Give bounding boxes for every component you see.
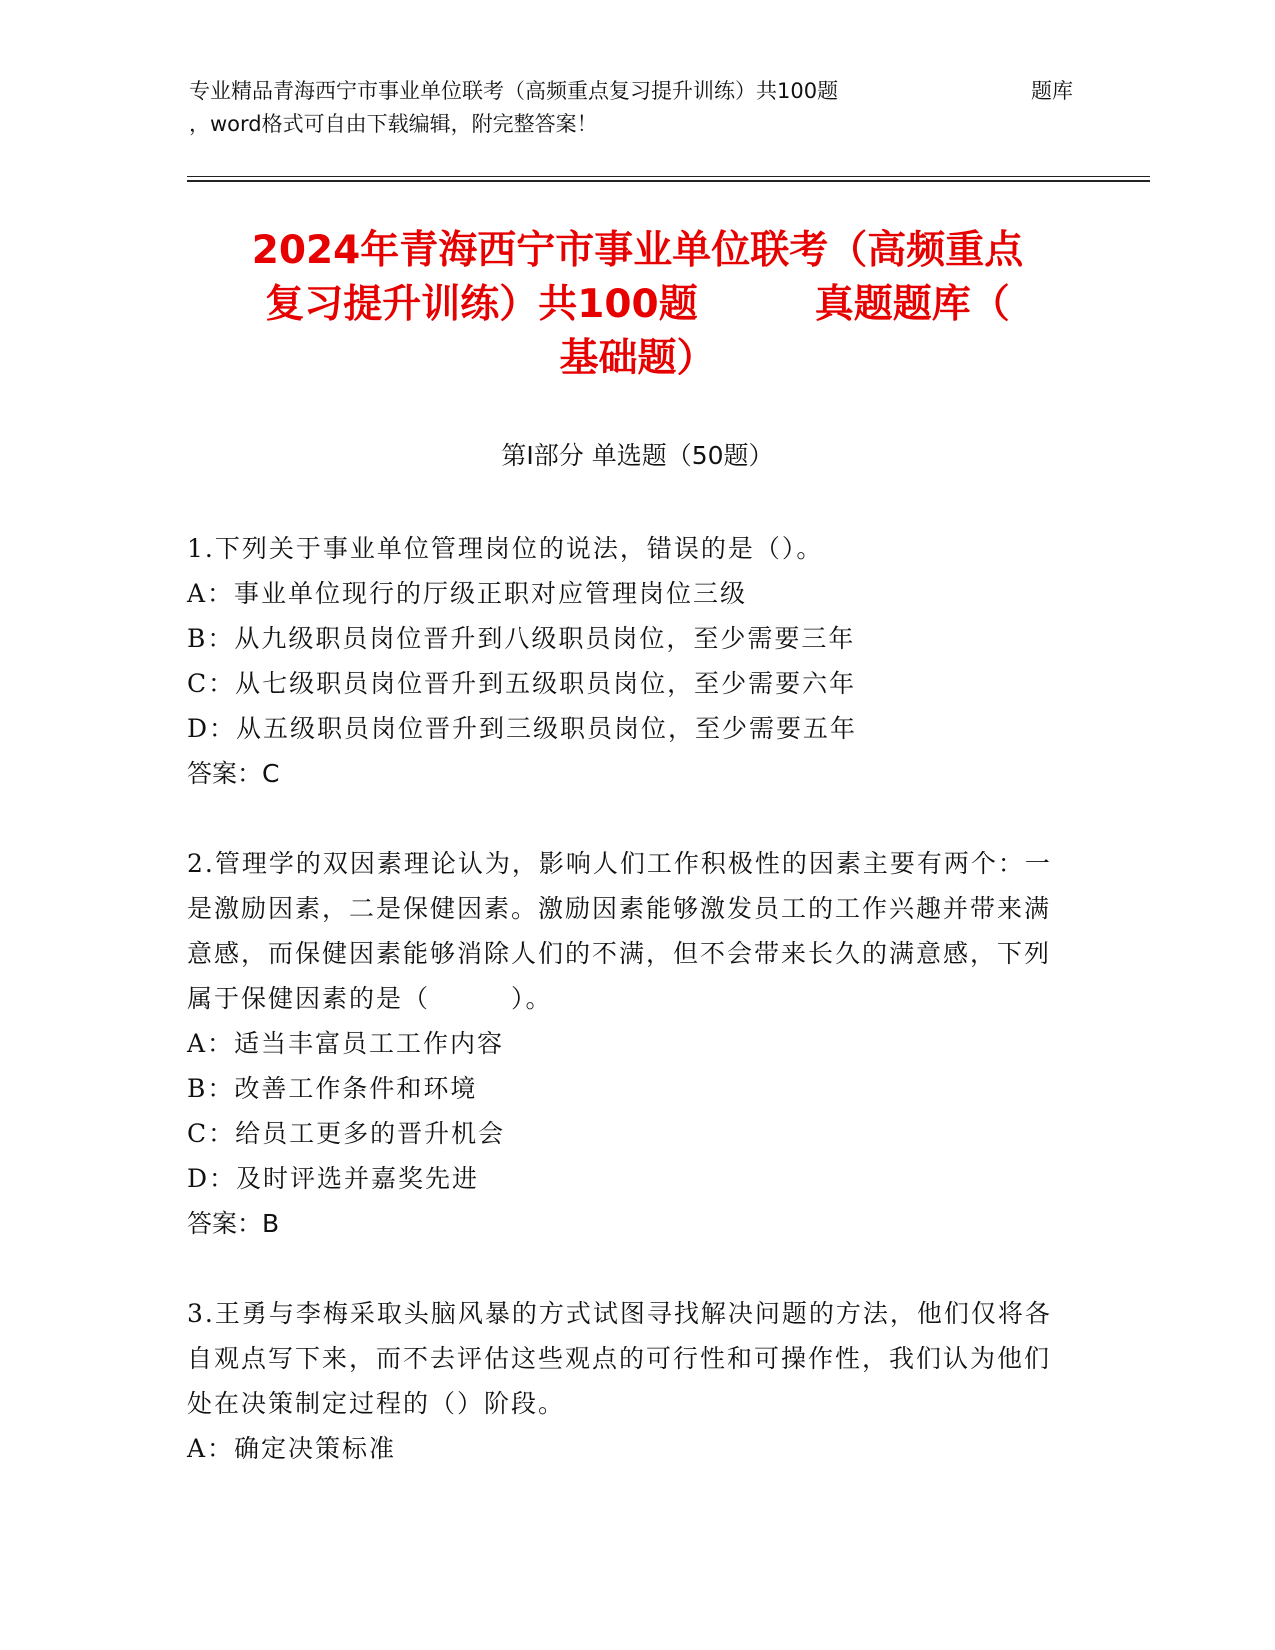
question-stem: 3.王勇与李梅采取头脑风暴的方式试图寻找解决问题的方法，他们仅将各自观点写下来，而不去评估这些观点的可行性和可操作性，我们认为他们处在决策制定过程的（）阶段。 xyxy=(187,1299,1052,1418)
question-1 xyxy=(187,526,1067,796)
option-d: D：从五级职员岗位晋升到三级职员岗位，至少需要五年 xyxy=(187,714,858,743)
option-a: A：适当丰富员工工作内容 xyxy=(187,1029,505,1058)
title-line-3: 基础题） xyxy=(559,336,716,381)
section-heading: 第Ⅰ部分 单选题（50题） xyxy=(501,441,774,470)
question-2 xyxy=(187,841,1067,1246)
header-text-right: 题库 xyxy=(1031,79,1073,103)
answer-label: 答案：C xyxy=(187,759,280,788)
title-line-2: 复习提升训练）共100题 真题题库（ xyxy=(265,282,1010,327)
question-spacer xyxy=(187,1246,1067,1291)
header-text-line1: 专业精品青海西宁市事业单位联考（高频重点复习提升训练）共100题 xyxy=(189,79,839,103)
title-line-1: 2024年青海西宁市事业单位联考（高频重点 xyxy=(251,228,1024,273)
option-c: C：从七级职员岗位晋升到五级职员岗位，至少需要六年 xyxy=(187,669,857,698)
question-spacer xyxy=(187,796,1067,841)
header-divider-thin xyxy=(187,176,1150,177)
option-b: B：改善工作条件和环境 xyxy=(187,1074,478,1103)
document-title xyxy=(150,224,1125,386)
answer-label: 答案：B xyxy=(187,1209,280,1238)
question-3 xyxy=(187,1291,1067,1471)
option-a: A：确定决策标准 xyxy=(187,1434,397,1463)
question-stem: 1.下列关于事业单位管理岗位的说法，错误的是（）。 xyxy=(187,534,824,563)
option-a: A：事业单位现行的厅级正职对应管理岗位三级 xyxy=(187,579,748,608)
header-divider-thick xyxy=(187,180,1150,182)
option-b: B：从九级职员岗位晋升到八级职员岗位，至少需要三年 xyxy=(187,624,856,653)
option-d: D：及时评选并嘉奖先进 xyxy=(187,1164,480,1193)
option-c: C：给员工更多的晋升机会 xyxy=(187,1119,506,1148)
question-list xyxy=(187,526,1067,1471)
question-stem: 2.管理学的双因素理论认为，影响人们工作积极性的因素主要有两个：一是激励因素，二是保健因素。激励因素能够激发员工的工作兴趣并带来满意感，而保健因素能够消除人们的不满，但不会带来长久的满意感，下列属于保健因素的是（ ）。 xyxy=(187,849,1052,1013)
header-text-line2: ，word格式可自由下载编辑，附完整答案！ xyxy=(189,112,598,136)
